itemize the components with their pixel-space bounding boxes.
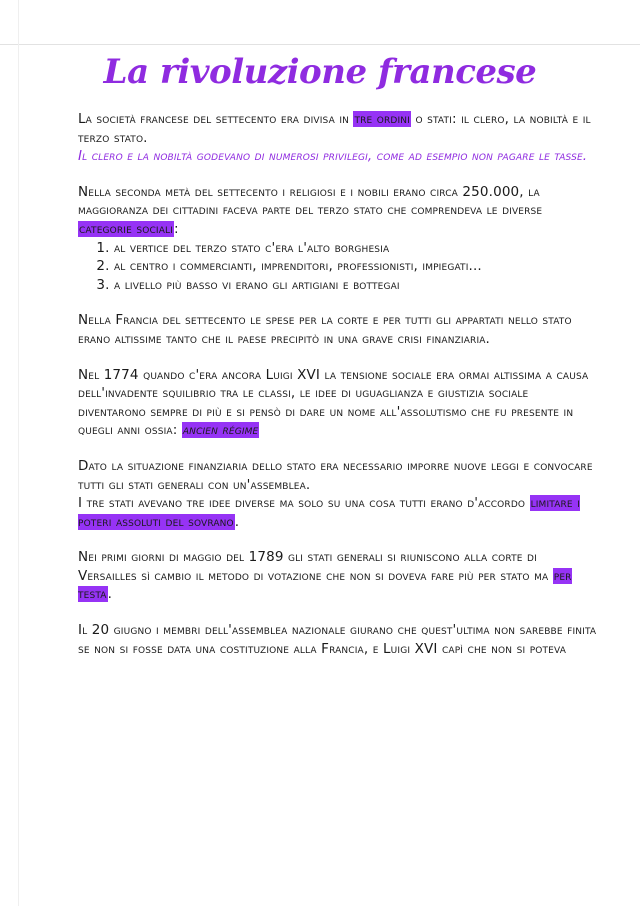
page-title: La rivoluzione francese — [103, 52, 537, 92]
list-item: 3. a livello più basso vi erano gli artigiani e bottegai — [114, 276, 598, 295]
paragraph-ordini — [78, 110, 598, 166]
paragraph-ancien-regime — [78, 366, 598, 440]
highlight-limitare-poteri: limitare i poteri assoluti del sovrano — [78, 495, 581, 530]
list-item: 2. al centro i commercianti, imprenditori, professionisti, impiegati... — [114, 257, 598, 276]
paragraph-assemblea — [78, 457, 598, 531]
purple-note-privilegi: Il clero e la nobiltà godevano di numerosi privilegi, come ad esempio non pagare le tasse. — [78, 148, 588, 165]
paragraph-giuramento: Il 20 giugno i membri dell'assemblea nazionale giurano che quest'ultima non sarebbe finita se non si fosse data una costituzione alla Francia, e Luigi XVI capì che non si poteva — [78, 622, 597, 657]
page-left-border — [18, 0, 19, 906]
paragraph-crisi: Nella Francia del settecento le spese per la corte e per tutti gli appartati nello stato erano altissime tanto che il paese precipitò in una grave crisi finanziaria. — [78, 312, 572, 347]
paragraph-text: o stati: il clero, la nobiltà e il terzo stato. — [78, 111, 591, 146]
list-item: 1. al vertice del terzo stato c'era l'alto borghesia — [114, 239, 598, 258]
paragraph-text: Nella seconda metà del settecento i religiosi e i nobili erano circa 250.000, la maggioranza dei cittadini faceva parte del terzo stato che comprendeva le diverse — [78, 183, 543, 219]
highlight-categorie-sociali: categorie sociali — [79, 220, 173, 237]
paragraph-text: Nei primi giorni di maggio del 1789 gli stati generali si riuniscono alla corte di Versailles sì cambio il metodo di votazione che non si doveva fare più per stato ma — [78, 549, 553, 584]
paragraph-text: La società francese del settecento era divisa in — [78, 111, 354, 127]
paragraph-text: : — [173, 220, 179, 237]
paragraph-text: Dato la situazione finanziaria dello stato era necessario imporre nuove leggi e convocare tutti gli stati generali con un'assemblea. — [78, 457, 593, 493]
highlight-per-testa: per testa — [78, 567, 572, 603]
paragraph-text: Nel 1774 quando c'era ancora Luigi XVI la tensione sociale era ormai altissima a causa dell'invadente squilibrio tra le classi, le idee di uguaglianza e giustizia sociale diventarono sempre di più e si pensò di dare un nome all'assolutismo che fu presente in quegli anni ossia: — [78, 366, 589, 439]
document-body — [78, 110, 598, 658]
paragraph-versailles — [78, 548, 598, 604]
paragraph-text: I tre stati avevano tre idee diverse ma solo su una cosa tutti erano d'accordo — [78, 495, 530, 512]
highlight-tre-ordini: tre ordini — [354, 111, 410, 127]
paragraph-terzo-stato — [78, 183, 598, 295]
highlight-ancien-regime: ancien régime — [182, 422, 259, 439]
paragraph-text: . — [107, 586, 113, 603]
paragraph-text: . — [234, 513, 240, 530]
page-top-border — [0, 44, 640, 45]
terzo-stato-list — [78, 239, 598, 295]
